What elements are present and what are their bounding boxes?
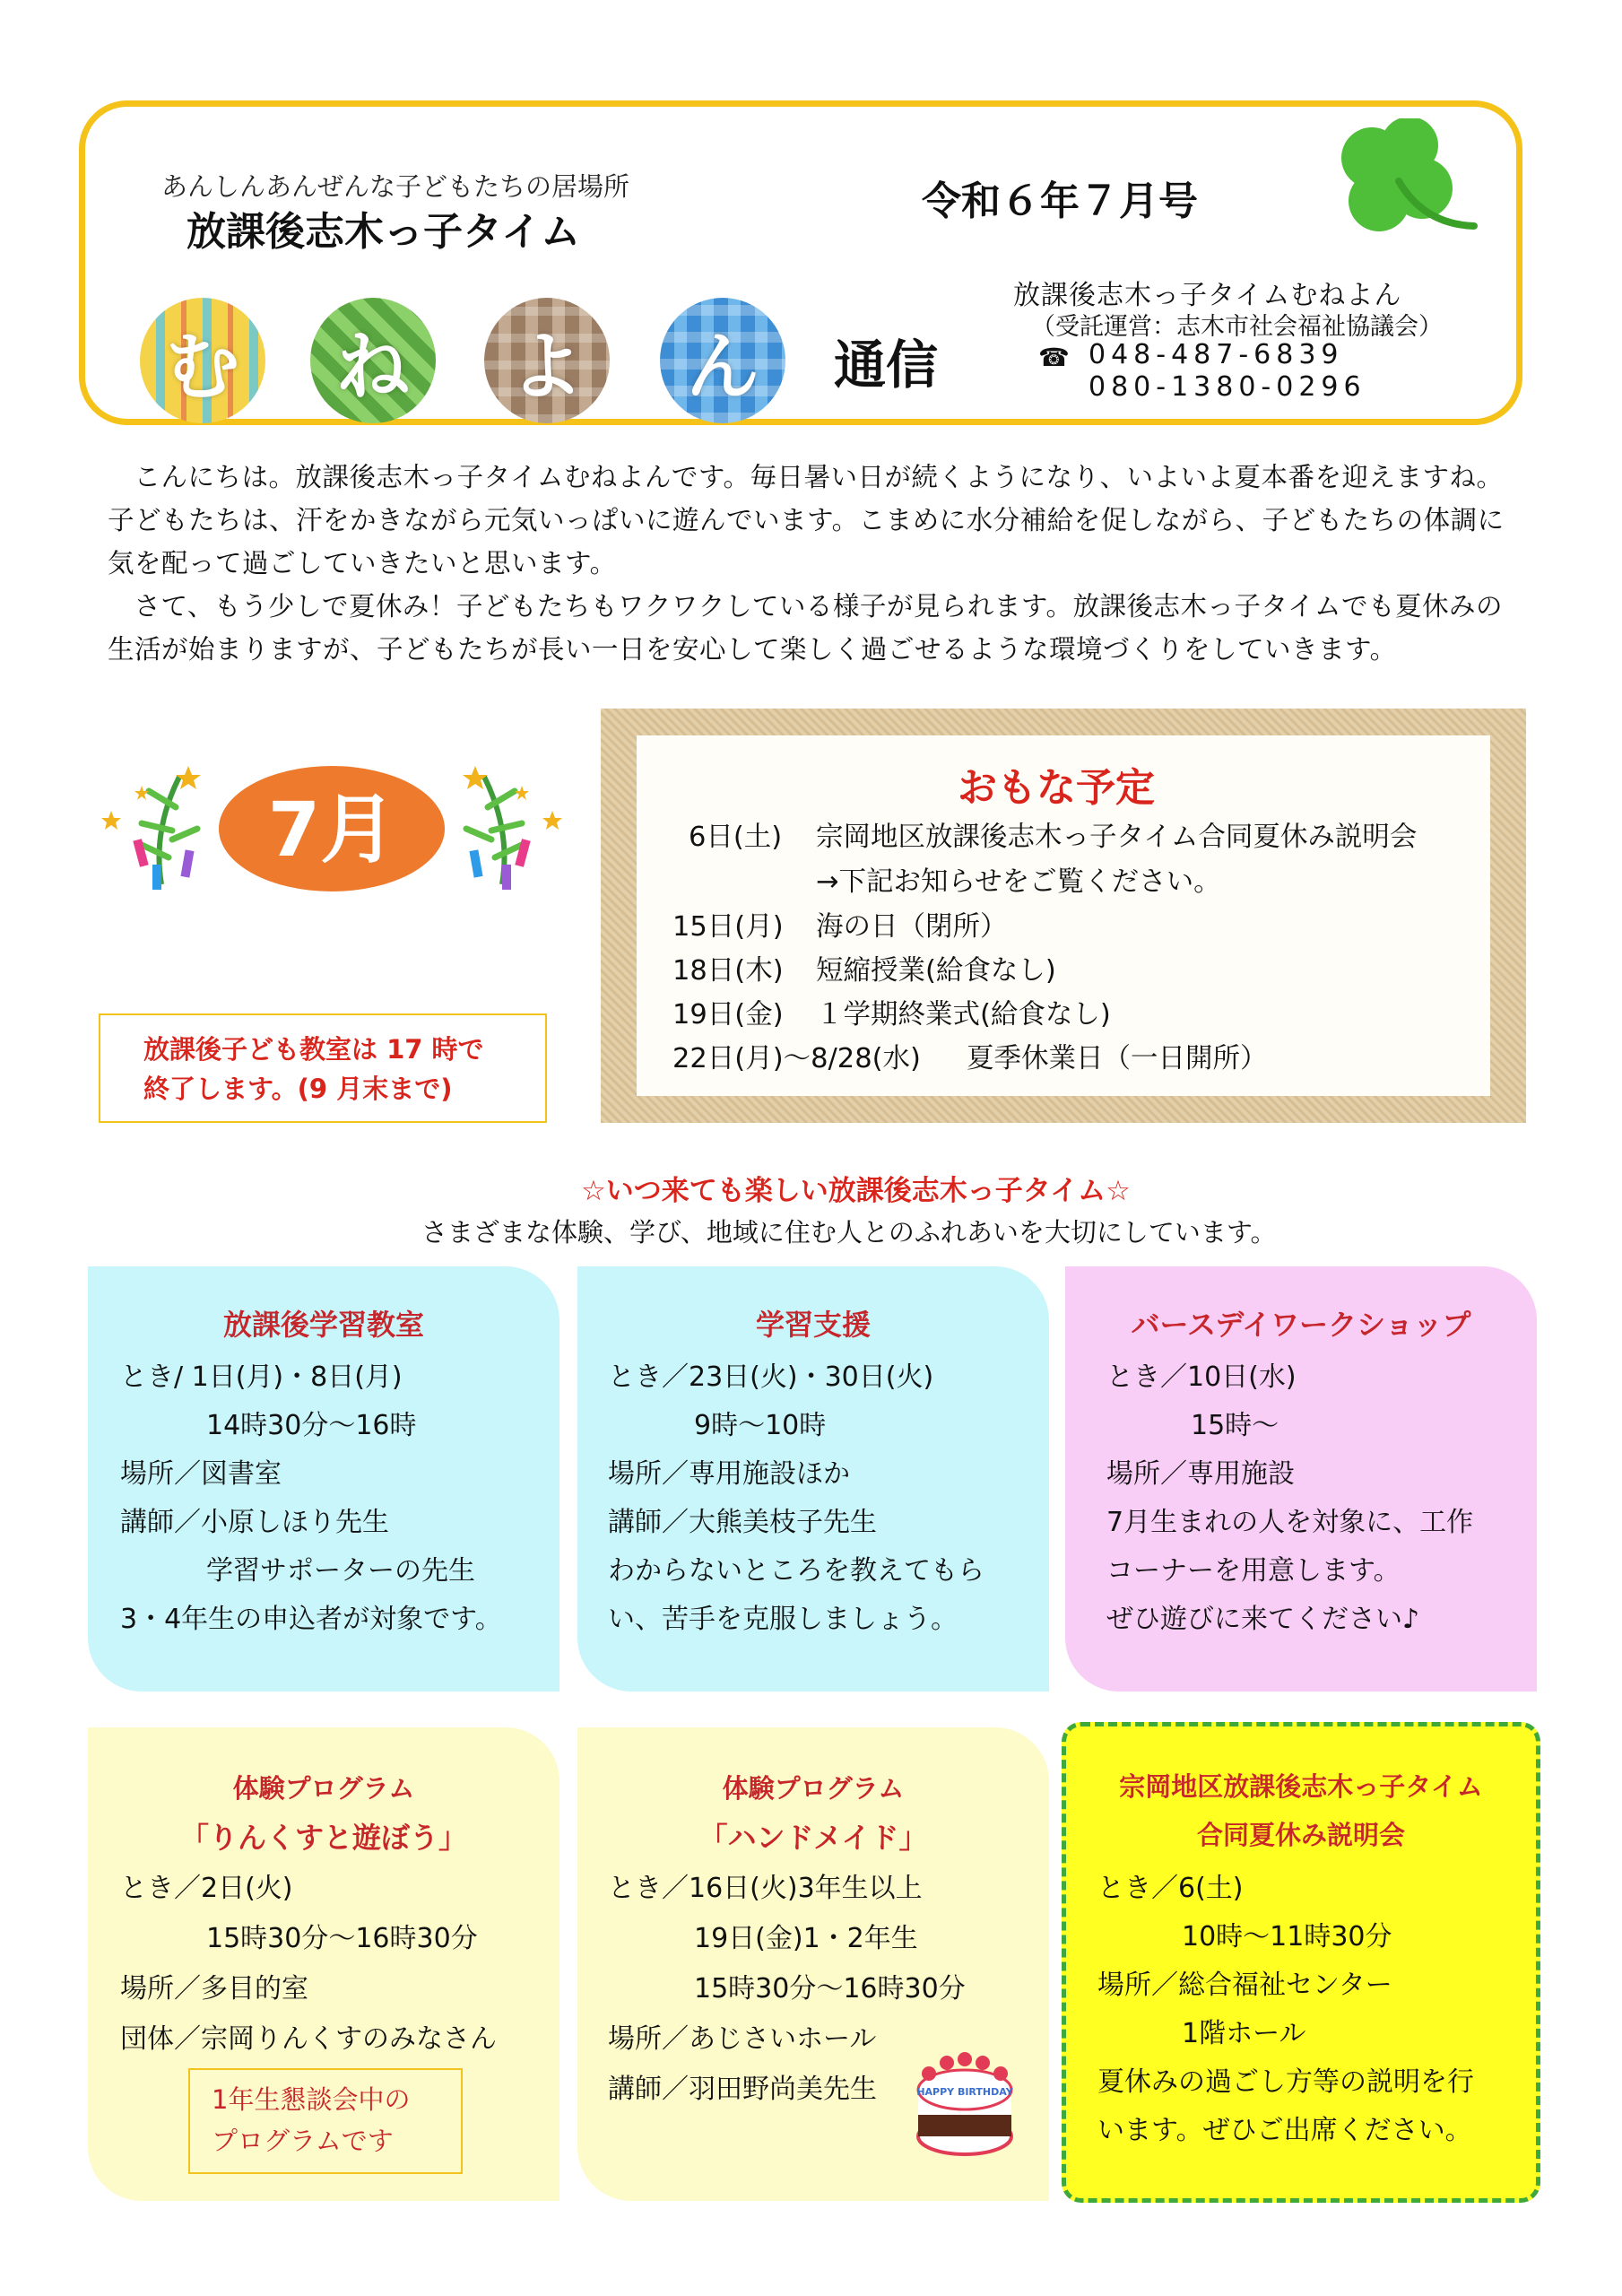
july-banner [90, 750, 574, 902]
card-subtitle: 合同夏休み説明会 [1196, 1820, 1405, 1850]
card-line: とき／10日(水) [1106, 1361, 1297, 1393]
logo-char-ne: ね [310, 298, 436, 423]
card-line: 講師／羽田野尚美先生 [608, 2074, 877, 2105]
schedule-date: 15日(月) [672, 911, 784, 943]
intro-paragraph-1: こんにちは。放課後志木っ子タイムむねよんです。毎日暑い日が続くようになり、いよいよ夏本番を迎えますね。子どもたちは、汗をかきながら元気いっぱいに遊んでいます。こまめに水分補給を促しながら、子どもたちの体調に気を配って過ごしていきたいと思います。 [108, 462, 1505, 578]
card-line: とき／23日(火)・30日(火) [608, 1361, 934, 1393]
card-line: 1階ホール [1182, 2018, 1306, 2049]
note-line: 1年生懇談会中の [212, 2084, 411, 2115]
card-line: 場所／あじさいホール [608, 2023, 877, 2055]
card-line: 団体／宗岡りんくすのみなさん [120, 2023, 497, 2055]
card-line: コーナーを用意します。 [1106, 1555, 1401, 1587]
note-line: プログラムです [212, 2126, 394, 2156]
schedule-event: 海の日（閉所） [816, 911, 1008, 943]
card-line: 場所／図書室 [120, 1458, 282, 1490]
card-line: とき／16日(火)3年生以上 [608, 1873, 923, 1904]
card-line: とき／6(土) [1097, 1873, 1244, 1904]
card-title: 体験プログラム [232, 1773, 415, 1804]
logo-suffix: 通信 [834, 335, 939, 396]
card-line: 場所／総合福祉センター [1097, 1970, 1392, 2001]
schedule-event: 夏季休業日（一日開所） [967, 1043, 1268, 1074]
birthday-cake-icon [911, 2043, 1019, 2158]
note-text [212, 2079, 410, 2161]
card-line: 7月生まれの人を対象に、工作 [1106, 1507, 1474, 1538]
cake-text: HAPPY BIRTHDAY [916, 2086, 1013, 2098]
card-line: 夏休みの過ごし方等の説明を行 [1097, 2066, 1474, 2098]
card-line: とき／2日(火) [120, 1873, 293, 1904]
schedule-event: 宗岡地区放課後志木っ子タイム合同夏休み説明会 [816, 822, 1418, 853]
card-line: ぜひ遊びに来てください♪ [1106, 1604, 1420, 1635]
phone-number-2: 080-1380-0296 [1089, 371, 1366, 403]
card-title: 宗岡地区放課後志木っ子タイム [1119, 1771, 1483, 1802]
card-line: 15時30分～16時30分 [206, 1923, 478, 1954]
tanabata-left-icon [101, 766, 201, 890]
intro-paragraph-2: さて、もう少しで夏休み！子どもたちもワクワクしている様子が見られます。放課後志木っ子タイムでも夏休みの生活が始まりますが、子どもたちが長い一日を安心して楽しく過ごせるような環境づくりをしていきます。 [108, 591, 1503, 665]
card-line: 14時30分～16時 [206, 1410, 417, 1441]
schedule-event: →下記お知らせをご覧ください。 [816, 866, 1221, 898]
month-label: 7月 [267, 786, 396, 874]
card-title: バースデイワークショップ [1131, 1308, 1471, 1342]
intro-text [108, 456, 1529, 671]
card-line: とき/ 1日(月)・8日(月) [120, 1361, 403, 1393]
phone-icon: ☎ [1038, 343, 1070, 372]
schedule-date: 18日(木) [672, 955, 784, 987]
card-line: い、苦手を克服しましょう。 [608, 1604, 958, 1635]
schedule-date: 6日(土) [689, 822, 783, 853]
card-line: 19日(金)1・2年生 [694, 1923, 918, 1954]
card-line: います。ぜひご出席ください。 [1097, 2115, 1472, 2146]
card-line: 10時～11時30分 [1182, 1921, 1392, 1952]
card-subtitle: 「ハンドメイド」 [698, 1821, 928, 1855]
notice-text [143, 1030, 484, 1109]
schedule-date: 19日(金) [672, 999, 784, 1031]
card-line: わからないところを教えてもら [608, 1555, 984, 1587]
issue-date: 令和６年７月号 [922, 178, 1198, 224]
card-line: 場所／専用施設ほか [608, 1458, 850, 1490]
card-subtitle: 「りんくすと遊ぼう」 [179, 1821, 467, 1855]
card-line: 講師／小原しほり先生 [120, 1507, 389, 1538]
schedule-event: １学期終業式(給食なし) [816, 999, 1111, 1031]
org-name: 放課後志木っ子タイムむねよん [1013, 280, 1402, 311]
logo-char-yo: よ [484, 298, 610, 423]
tagline: あんしんあんぜんな子どもたちの居場所 [161, 171, 630, 202]
notice-line-2: 終了します。(9 月末まで) [143, 1074, 453, 1104]
card-line: 9時～10時 [694, 1410, 827, 1441]
brand-title: 放課後志木っ子タイム [186, 209, 581, 255]
card-line: 学習サポーターの先生 [206, 1555, 475, 1587]
card-line: 3・4年生の申込者が対象です。 [120, 1604, 502, 1635]
phone-number-1: 048-487-6839 [1089, 339, 1344, 370]
org-operator: （受託運営：志木市社会福祉協議会） [1031, 313, 1443, 341]
tanabata-right-icon [463, 766, 562, 890]
card-line: 場所／多目的室 [120, 1973, 308, 2005]
schedule-title: おもな予定 [958, 765, 1155, 811]
logo-char-mu: む [140, 298, 265, 423]
card-title: 体験プログラム [722, 1773, 905, 1804]
section-title: ☆いつ来ても楽しい放課後志木っ子タイム☆ [581, 1175, 1131, 1207]
schedule-event: 短縮授業(給食なし) [816, 955, 1056, 987]
schedule-date: 22日(月)～8/28(水) [672, 1043, 921, 1074]
card-line: 15時～ [1191, 1410, 1279, 1441]
section-subtitle: さまざまな体験、学び、地域に住む人とのふれあいを大切にしています。 [421, 1217, 1277, 1248]
card-title: 学習支援 [755, 1308, 871, 1342]
notice-line-1: 放課後子ども教室は 17 時で [143, 1034, 484, 1065]
card-line: 場所／専用施設 [1106, 1458, 1295, 1490]
card-line: 講師／大熊美枝子先生 [608, 1507, 877, 1538]
card-line: 15時30分～16時30分 [694, 1973, 966, 2005]
card-title: 放課後学習教室 [222, 1308, 424, 1342]
clover-icon [1316, 118, 1483, 255]
logo-char-n: ん [660, 298, 785, 423]
